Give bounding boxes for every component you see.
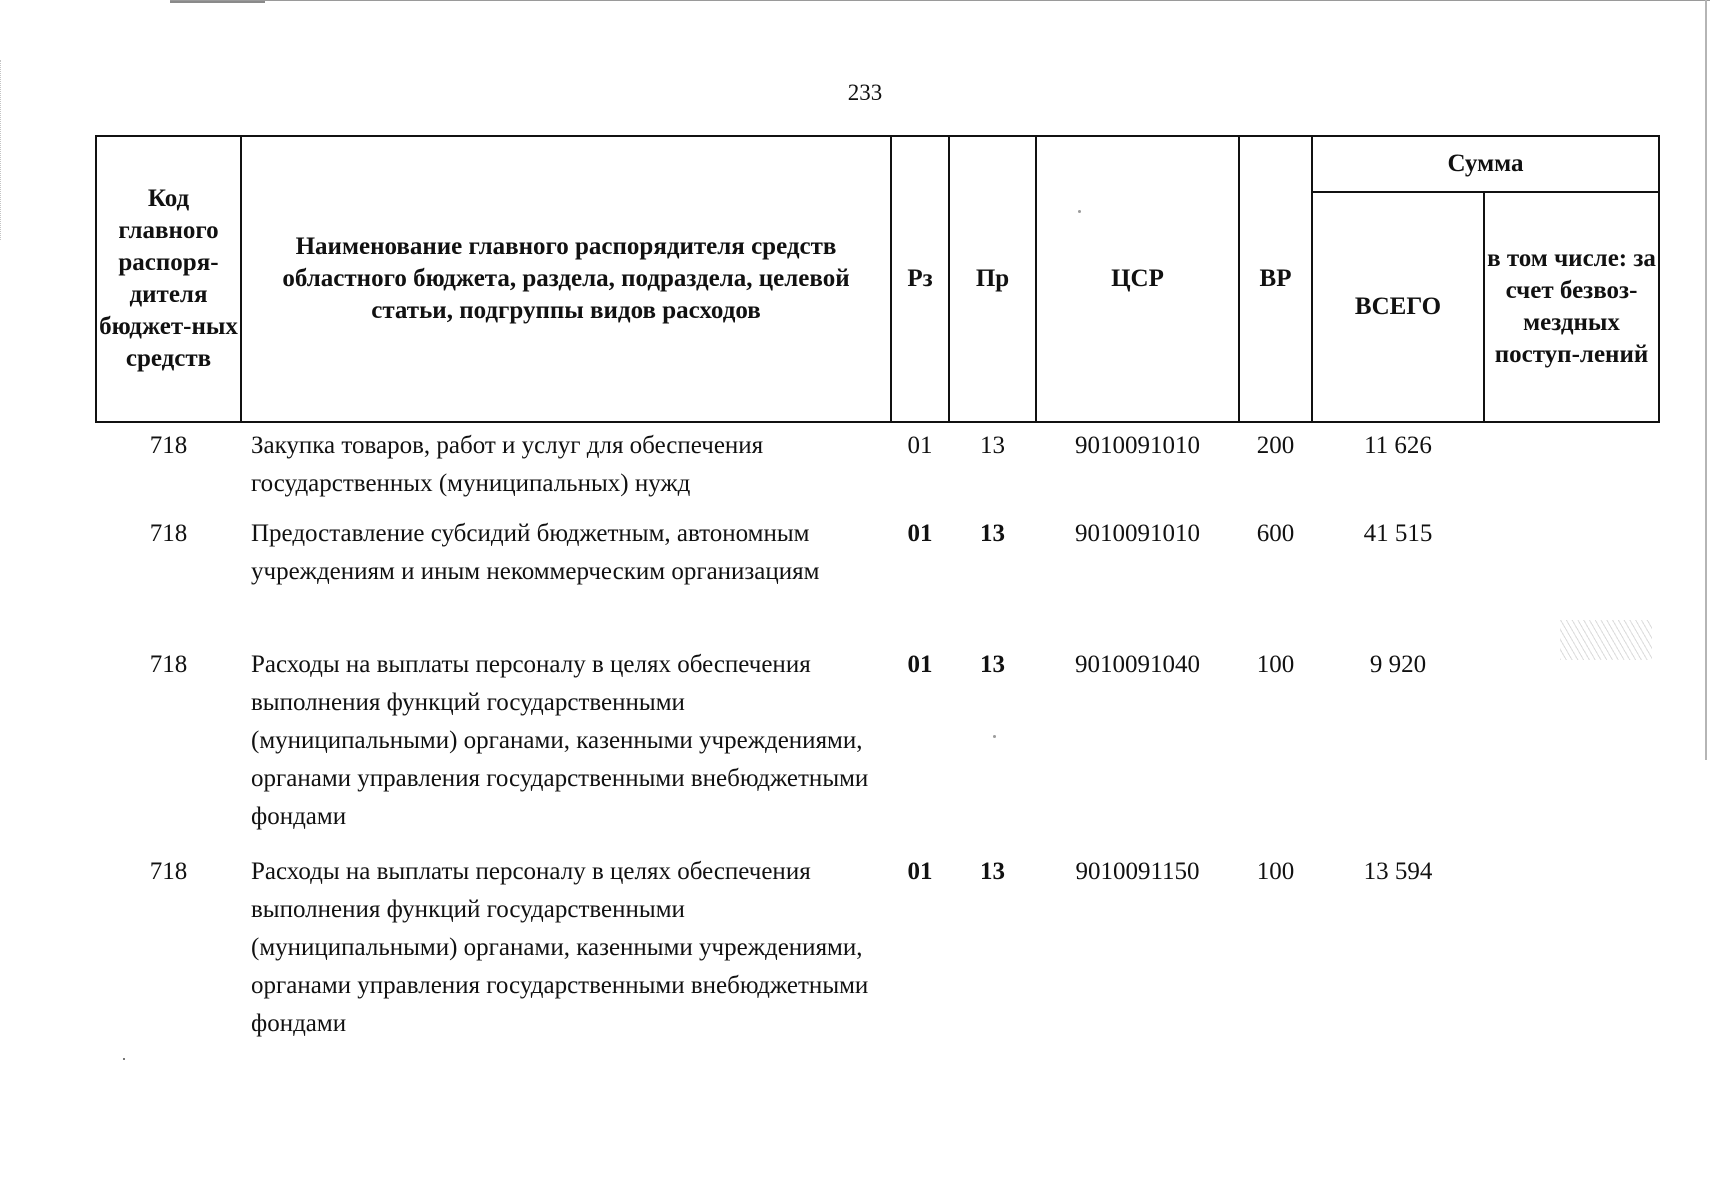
header-rz: Рз xyxy=(891,136,949,422)
cell-vr: 200 xyxy=(1256,432,1295,459)
cell-csr: 9010091010 xyxy=(1075,432,1200,459)
cell-pr: 13 xyxy=(980,858,1005,885)
cell-gratuitous xyxy=(1484,853,1659,1053)
cell-code: 718 xyxy=(149,432,188,459)
cell-total: 41 515 xyxy=(1363,520,1433,547)
cell-csr: 9010091010 xyxy=(1075,520,1200,547)
scan-border-line xyxy=(170,0,1710,1)
cell-gratuitous xyxy=(1484,515,1659,646)
table-header xyxy=(96,136,1659,422)
cell-vr: 600 xyxy=(1256,520,1295,547)
cell-name: Расходы на выплаты персоналу в целях обеспечения выполнения функций государственными (муниципальными) органами, казенными учреждениями, органами управления государственными внебюджетными фондами xyxy=(251,858,869,1037)
cell-vr: 100 xyxy=(1256,651,1295,678)
cell-rz: 01 xyxy=(907,651,933,678)
table-row xyxy=(96,422,1659,515)
table-row xyxy=(96,646,1659,853)
page-number: 233 xyxy=(847,80,883,105)
header-pr: Пр xyxy=(949,136,1036,422)
scan-edge-left xyxy=(0,60,2,240)
scan-border-line-short xyxy=(170,1,265,3)
cell-csr: 9010091150 xyxy=(1075,858,1200,885)
table-row xyxy=(96,515,1659,646)
cell-code: 718 xyxy=(149,520,188,547)
cell-total: 13 594 xyxy=(1363,858,1433,885)
cell-name: Расходы на выплаты персоналу в целях обеспечения выполнения функций государственными (муниципальными) органами, казенными учреждениями, органами управления государственными внебюджетными фондами xyxy=(251,651,869,830)
cell-rz: 01 xyxy=(907,858,933,885)
cell-code: 718 xyxy=(149,858,188,885)
header-name: Наименование главного распорядителя средств областного бюджета, раздела, подраздела, целевой статьи, подгруппы видов расходов xyxy=(241,136,891,422)
header-total: ВСЕГО xyxy=(1312,192,1484,422)
cell-pr: 13 xyxy=(980,432,1005,459)
cell-rz: 01 xyxy=(907,520,933,547)
header-gratuitous: в том числе: за счет безвоз-мездных поступ-лений xyxy=(1484,192,1659,422)
table-body xyxy=(96,422,1659,1053)
cell-total: 11 626 xyxy=(1364,432,1432,459)
cell-gratuitous xyxy=(1484,646,1659,853)
scan-speck xyxy=(123,1058,125,1060)
header-csr: ЦСР xyxy=(1036,136,1239,422)
cell-csr: 9010091040 xyxy=(1075,651,1200,678)
cell-code: 718 xyxy=(149,651,188,678)
header-code: Код главного распоря-дителя бюджет-ных средств xyxy=(96,136,241,422)
table-row xyxy=(96,853,1659,1053)
cell-vr: 100 xyxy=(1256,858,1295,885)
cell-rz: 01 xyxy=(907,432,933,459)
budget-table xyxy=(95,135,1660,1053)
cell-total: 9 920 xyxy=(1369,651,1427,678)
cell-name: Предоставление субсидий бюджетным, автономным учреждениям и иным некоммерческим организациям xyxy=(251,520,820,585)
header-sum: Сумма xyxy=(1312,136,1659,192)
cell-gratuitous xyxy=(1484,422,1659,515)
cell-name: Закупка товаров, работ и услуг для обеспечения государственных (муниципальных) нужд xyxy=(251,432,764,497)
header-vr: ВР xyxy=(1239,136,1312,422)
scan-edge-right xyxy=(1705,0,1707,760)
cell-pr: 13 xyxy=(980,520,1005,547)
cell-pr: 13 xyxy=(980,651,1005,678)
